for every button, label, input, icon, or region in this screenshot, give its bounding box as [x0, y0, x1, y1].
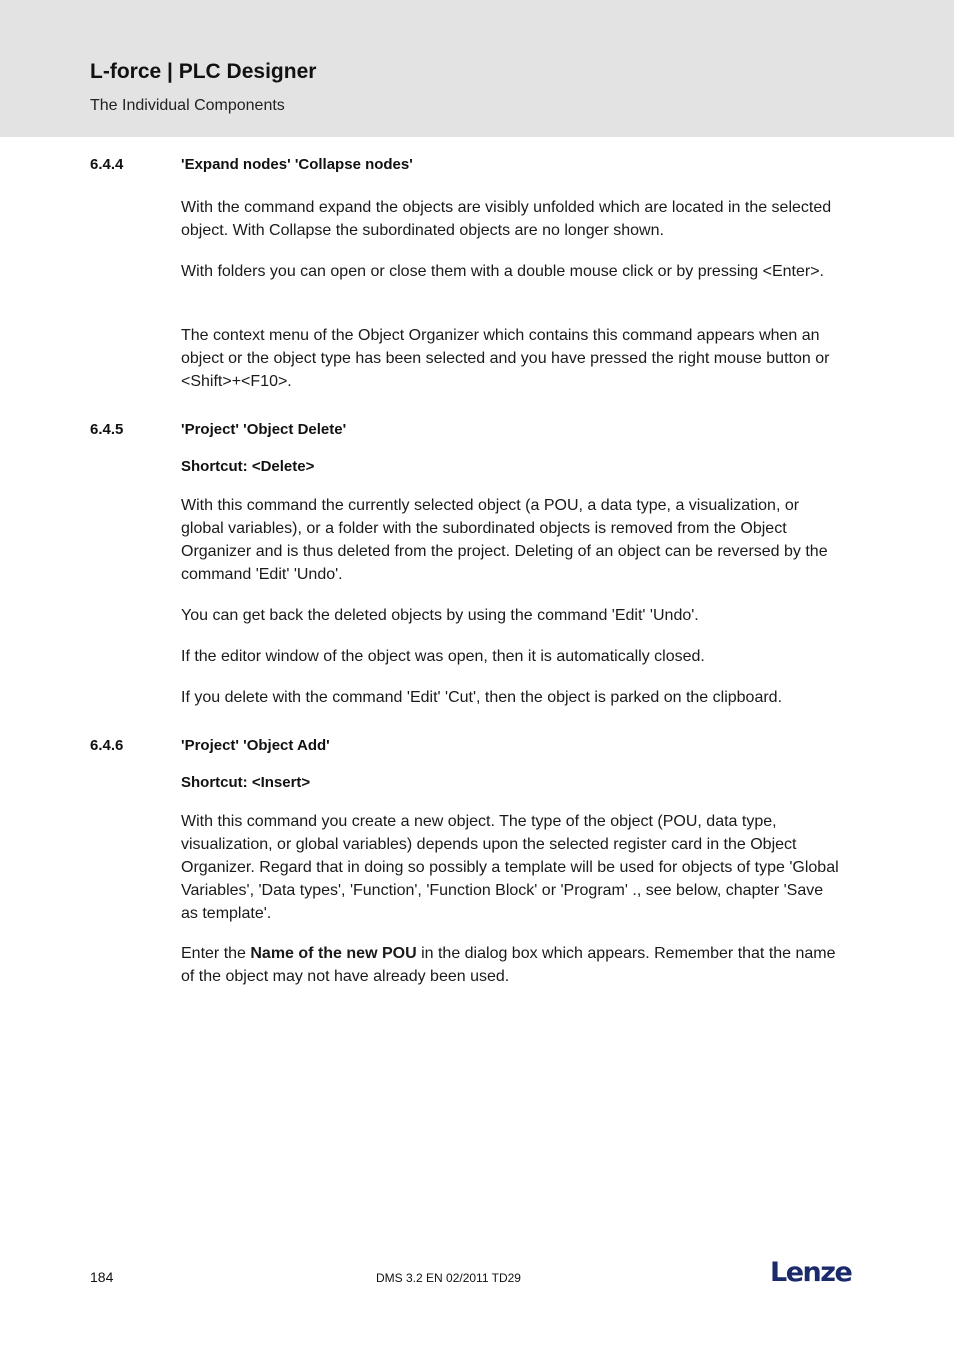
shortcut-label: Shortcut: <Insert> [181, 774, 311, 791]
paragraph: If you delete with the command 'Edit' 'Cut', then the object is parked on the clipboard. [181, 689, 783, 706]
document-subtitle: The Individual Components [90, 97, 285, 114]
paragraph: The context menu of the Object Organizer which contains this command appears when an object or the object type has been selected and you have pressed the right mouse button or <Shift>+<F10>. [181, 327, 830, 390]
section-title: 'Expand nodes' 'Collapse nodes' [181, 156, 413, 173]
document-id: DMS 3.2 EN 02/2011 TD29 [376, 1271, 521, 1285]
section-title: 'Project' 'Object Add' [181, 737, 330, 754]
section-heading-6-4-5 [90, 421, 346, 438]
section-number: 6.4.5 [90, 421, 124, 438]
page-number: 184 [90, 1269, 114, 1285]
paragraph: With folders you can open or close them with a double mouse click or by pressing <Enter>. [181, 263, 824, 280]
lenze-logo: Lenze [770, 1257, 852, 1288]
paragraph: If the editor window of the object was open, then it is automatically closed. [181, 648, 705, 665]
section-heading-6-4-4 [90, 156, 413, 173]
paragraph: With this command you create a new object. The type of the object (POU, data type, visualization, or global variables) depends upon the selected register card in the Object Organizer. Regard that in doing so possibly a template will be used for objects of type 'Global Variables', 'Data types', 'Function', 'Function Block' or 'Program' ., see below, chapter 'Save as template'. [181, 813, 839, 922]
section-title: 'Project' 'Object Delete' [181, 421, 347, 438]
document-title: L-force | PLC Designer [90, 60, 317, 83]
section-number: 6.4.6 [90, 737, 124, 754]
emphasis-text: Name of the new POU [250, 945, 417, 962]
paragraph: With this command the currently selected object (a POU, a data type, a visualization, or global variables), or a folder with the subordinated objects is removed from the Object Organizer and is thus deleted from the project. Deleting of an object can be reversed by the command 'Edit' 'Undo'. [181, 497, 828, 583]
paragraph: With the command expand the objects are visibly unfolded which are located in the selected object. With Collapse the subordinated objects are no longer shown. [181, 199, 832, 239]
paragraph: You can get back the deleted objects by using the command 'Edit' 'Undo'. [181, 607, 699, 624]
section-number: 6.4.4 [90, 156, 124, 173]
paragraph-text: in the dialog box which appears. Remember that the name of the object may not have already been used. [181, 945, 836, 985]
shortcut-label: Shortcut: <Delete> [181, 458, 315, 475]
paragraph-text: Enter the [181, 945, 251, 962]
section-heading-6-4-6 [90, 737, 330, 754]
paragraph [181, 942, 841, 988]
